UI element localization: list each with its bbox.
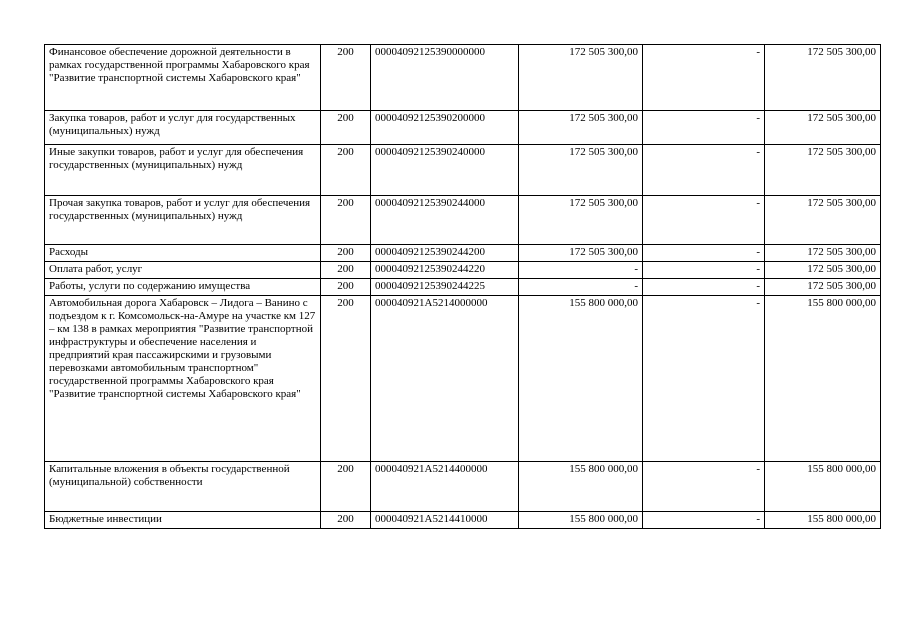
line-code-cell: 200: [321, 262, 371, 279]
budget-classification-code-cell: 00004092125390200000: [371, 111, 519, 145]
line-code-cell: 200: [321, 145, 371, 196]
budget-classification-code-cell: 000040921А5214410000: [371, 512, 519, 529]
executed-amount-cell: -: [643, 111, 765, 145]
budget-classification-code-cell: 00004092125390244225: [371, 279, 519, 296]
expense-name-cell: Работы, услуги по содержанию имущества: [45, 279, 321, 296]
approved-amount-cell: 172 505 300,00: [519, 145, 643, 196]
approved-amount-cell: 172 505 300,00: [519, 111, 643, 145]
table-row: [45, 279, 881, 296]
expense-name-cell: Расходы: [45, 245, 321, 262]
table-row: [45, 262, 881, 279]
expense-name-cell: Закупка товаров, работ и услуг для государственных (муниципальных) нужд: [45, 111, 321, 145]
line-code-cell: 200: [321, 462, 371, 512]
budget-report-page: [44, 44, 880, 529]
approved-amount-cell: -: [519, 279, 643, 296]
approved-amount-cell: 172 505 300,00: [519, 45, 643, 111]
unexecuted-amount-cell: 155 800 000,00: [765, 512, 881, 529]
line-code-cell: 200: [321, 512, 371, 529]
table-row: [45, 462, 881, 512]
unexecuted-amount-cell: 172 505 300,00: [765, 262, 881, 279]
line-code-cell: 200: [321, 111, 371, 145]
executed-amount-cell: -: [643, 145, 765, 196]
approved-amount-cell: 155 800 000,00: [519, 462, 643, 512]
expense-name-cell: Автомобильная дорога Хабаровск – Лидога – Ванино с подъездом к г. Комсомольск-на-Амуре на участке км 127 – км 138 в рамках мероприятия "Развитие транспортной инфраструктуры и обеспечение населения и предприятий края пассажирскими и грузовыми перевозками автомобильным транспортном" государственной программы Хабаровского края "Развитие транспортной системы Хабаровского края": [45, 296, 321, 462]
expense-name-cell: Капитальные вложения в объекты государственной (муниципальной) собственности: [45, 462, 321, 512]
executed-amount-cell: -: [643, 279, 765, 296]
expense-name-cell: Иные закупки товаров, работ и услуг для обеспечения государственных (муниципальных) нужд: [45, 145, 321, 196]
approved-amount-cell: 155 800 000,00: [519, 296, 643, 462]
executed-amount-cell: -: [643, 462, 765, 512]
table-row: [45, 296, 881, 462]
line-code-cell: 200: [321, 45, 371, 111]
executed-amount-cell: -: [643, 296, 765, 462]
budget-expenditure-table: [44, 44, 881, 529]
budget-classification-code-cell: 00004092125390244200: [371, 245, 519, 262]
expense-name-cell: Прочая закупка товаров, работ и услуг для обеспечения государственных (муниципальных) нужд: [45, 196, 321, 245]
executed-amount-cell: -: [643, 45, 765, 111]
approved-amount-cell: 155 800 000,00: [519, 512, 643, 529]
budget-classification-code-cell: 000040921А5214000000: [371, 296, 519, 462]
table-row: [45, 196, 881, 245]
approved-amount-cell: 172 505 300,00: [519, 245, 643, 262]
approved-amount-cell: 172 505 300,00: [519, 196, 643, 245]
budget-classification-code-cell: 00004092125390244000: [371, 196, 519, 245]
executed-amount-cell: -: [643, 512, 765, 529]
line-code-cell: 200: [321, 196, 371, 245]
budget-classification-code-cell: 00004092125390240000: [371, 145, 519, 196]
unexecuted-amount-cell: 155 800 000,00: [765, 296, 881, 462]
expense-name-cell: Бюджетные инвестиции: [45, 512, 321, 529]
line-code-cell: 200: [321, 279, 371, 296]
unexecuted-amount-cell: 155 800 000,00: [765, 462, 881, 512]
unexecuted-amount-cell: 172 505 300,00: [765, 279, 881, 296]
unexecuted-amount-cell: 172 505 300,00: [765, 111, 881, 145]
executed-amount-cell: -: [643, 196, 765, 245]
budget-classification-code-cell: 000040921А5214400000: [371, 462, 519, 512]
table-row: [45, 245, 881, 262]
line-code-cell: 200: [321, 296, 371, 462]
unexecuted-amount-cell: 172 505 300,00: [765, 145, 881, 196]
unexecuted-amount-cell: 172 505 300,00: [765, 245, 881, 262]
table-row: [45, 111, 881, 145]
budget-classification-code-cell: 00004092125390244220: [371, 262, 519, 279]
unexecuted-amount-cell: 172 505 300,00: [765, 45, 881, 111]
table-row: [45, 512, 881, 529]
budget-classification-code-cell: 00004092125390000000: [371, 45, 519, 111]
expense-name-cell: Оплата работ, услуг: [45, 262, 321, 279]
executed-amount-cell: -: [643, 262, 765, 279]
expense-name-cell: Финансовое обеспечение дорожной деятельности в рамках государственной программы Хабаровского края "Развитие транспортной системы Хабаровского края": [45, 45, 321, 111]
unexecuted-amount-cell: 172 505 300,00: [765, 196, 881, 245]
executed-amount-cell: -: [643, 245, 765, 262]
table-row: [45, 45, 881, 111]
line-code-cell: 200: [321, 245, 371, 262]
approved-amount-cell: -: [519, 262, 643, 279]
table-row: [45, 145, 881, 196]
